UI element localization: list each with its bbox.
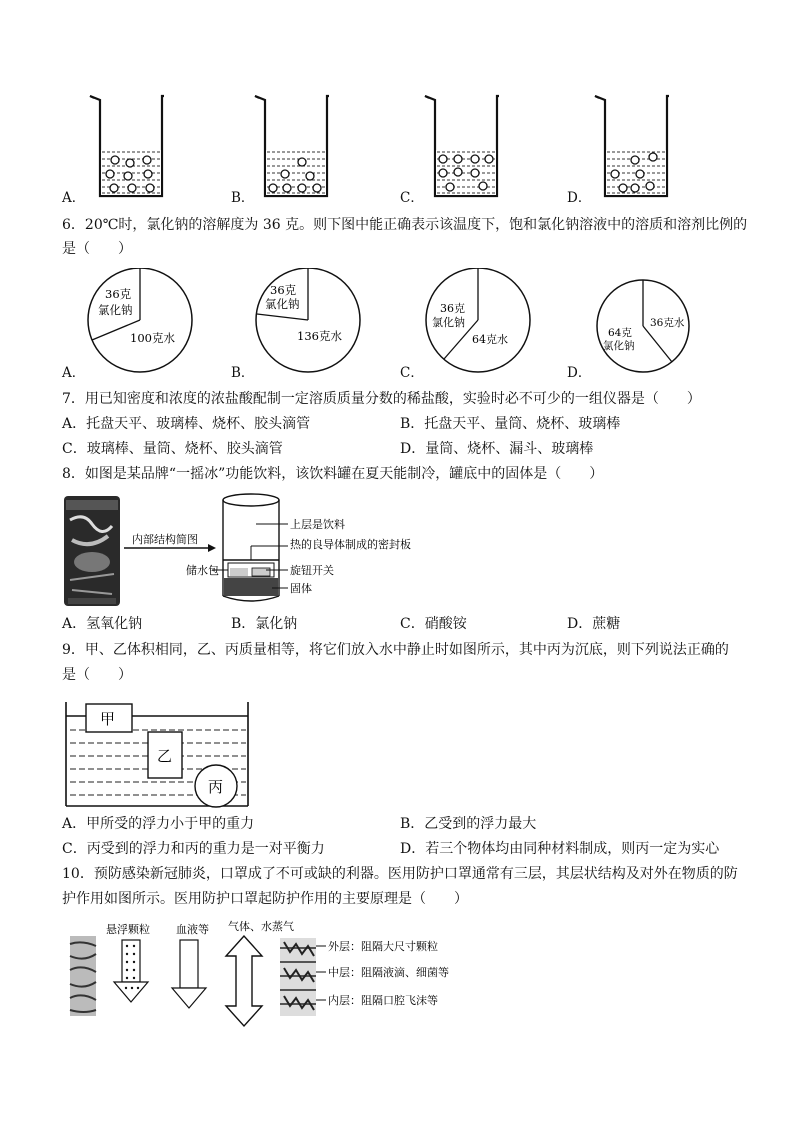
q9-option-b: B．乙受到的浮力最大 [400,816,537,832]
pie-c-solute-1: 36克 [440,302,465,315]
q8-water-bag-label: 储水包 [186,564,219,577]
q8-label-solid: 固体 [290,582,312,595]
beaker-d [595,96,669,196]
pie-b-solvent: 136克水 [297,329,342,343]
q9-option-c: C．丙受到的浮力和丙的重力是一对平衡力 [62,841,325,857]
q9-option-d: D．若三个物体均由同种材料制成，则丙一定为实心 [400,841,720,857]
q9-stem-line1: 9．甲、乙体积相同，乙、丙质量相等，将它们放入水中静止时如图所示，其中丙为沉底，则下列说法正确的 [62,642,729,658]
q6-option-a: A． [62,365,86,381]
q8-option-a: A．氢氧化钠 [62,616,143,632]
arrow-gas-bidirectional [226,936,262,1026]
q10-stem-line1: 10．预防感染新冠肺炎，口罩成了不可或缺的利器。医用防护口罩通常有三层，其层状结构及对外在物质的防 [62,866,738,882]
pie-c-solvent: 64克水 [472,333,508,346]
q5-option-b: B． [231,190,255,206]
q8-option-d: D．蔗糖 [567,616,621,632]
beaker-c [425,96,499,196]
pie-d-solute-1: 64克 [608,327,632,339]
pie-d-solvent: 36克水 [650,317,685,329]
q6-option-b: B． [231,365,255,381]
q8-can-figure [62,490,462,608]
q8-label-drink: 上层是饮料 [290,518,345,531]
pie-a-solvent: 100克水 [130,331,175,345]
q8-option-c: C．硝酸铵 [400,616,467,632]
beaker-a [90,96,164,196]
q9-label-yi: 乙 [157,747,173,765]
q5-option-c: C． [400,190,424,206]
q8-label-plate: 热的良导体制成的密封板 [290,538,411,551]
q10-layer-middle: 中层：阻隔液滴、细菌等 [328,966,449,979]
arrow-blood [172,940,206,1008]
q9-stem-line2: 是（ ） [62,667,132,683]
q7-stem: 7．用已知密度和浓度的浓盐酸配制一定溶质质量分数的稀盐酸，实验时必不可少的一组仪器是（ ） [62,391,701,407]
q10-label-particles: 悬浮颗粒 [106,923,150,936]
q8-label-knob: 旋钮开关 [290,564,334,577]
mask-cross-section [280,938,326,1016]
pie-b [256,268,360,372]
pie-d-solute-2: 氯化钠 [603,340,635,352]
q10-mask-figure [68,916,488,1028]
q6-stem-line2: 是（ ） [62,241,132,257]
pie-b-solute-2: 氯化钠 [265,297,300,311]
q7-option-a: A．托盘天平、玻璃棒、烧杯、胶头滴管 [62,416,311,432]
q6-option-c: C． [400,365,424,381]
q6-pie-charts [60,268,740,376]
q9-floating-objects-figure [62,700,262,810]
q9-option-a: A．甲所受的浮力小于甲的重力 [62,816,255,832]
pie-a [88,268,192,372]
q10-layer-inner: 内层：阻隔口腔飞沫等 [328,994,438,1007]
q9-label-bing: 丙 [208,778,224,796]
drink-can-image [64,496,120,606]
pie-c [426,268,530,372]
mask-left-texture [70,936,96,1016]
q10-label-gas: 气体、水蒸气 [228,920,294,933]
q10-layer-outer: 外层：阻隔大尺寸颗粒 [328,940,438,953]
pie-b-solute-1: 36克 [270,283,297,297]
q8-option-b: B．氯化钠 [231,616,298,632]
q9-label-jia: 甲 [100,710,116,728]
q7-option-d: D．量筒、烧杯、漏斗、玻璃棒 [400,441,594,457]
q10-label-blood: 血液等 [176,923,209,936]
q6-stem-line1: 6．20℃时，氯化钠的溶解度为 36 克。则下图中能正确表示该温度下，饱和氯化钠溶液中的溶质和溶剂比例的 [62,217,748,233]
q5-option-a: A． [62,190,86,206]
pie-d [597,280,689,372]
q5-option-d: D． [567,190,592,206]
pie-c-solute-2: 氯化钠 [432,316,465,329]
q8-stem: 8．如图是某品牌“一摇冰”功能饮料，该饮料罐在夏天能制冷，罐底中的固体是（ ） [62,466,604,482]
q7-option-b: B．托盘天平、量筒、烧杯、玻璃棒 [400,416,621,432]
q8-arrow-label: 内部结构简图 [132,533,198,546]
q6-option-d: D． [567,365,592,381]
pie-a-solute-2: 氯化钠 [98,303,133,317]
q7-option-c: C．玻璃棒、量筒、烧杯、胶头滴管 [62,441,283,457]
arrow-particles [114,940,148,1002]
beaker-b [255,96,329,196]
q10-stem-line2: 护作用如图所示。医用防护口罩起防护作用的主要原理是（ ） [62,891,468,907]
pie-a-solute-1: 36克 [105,287,132,301]
